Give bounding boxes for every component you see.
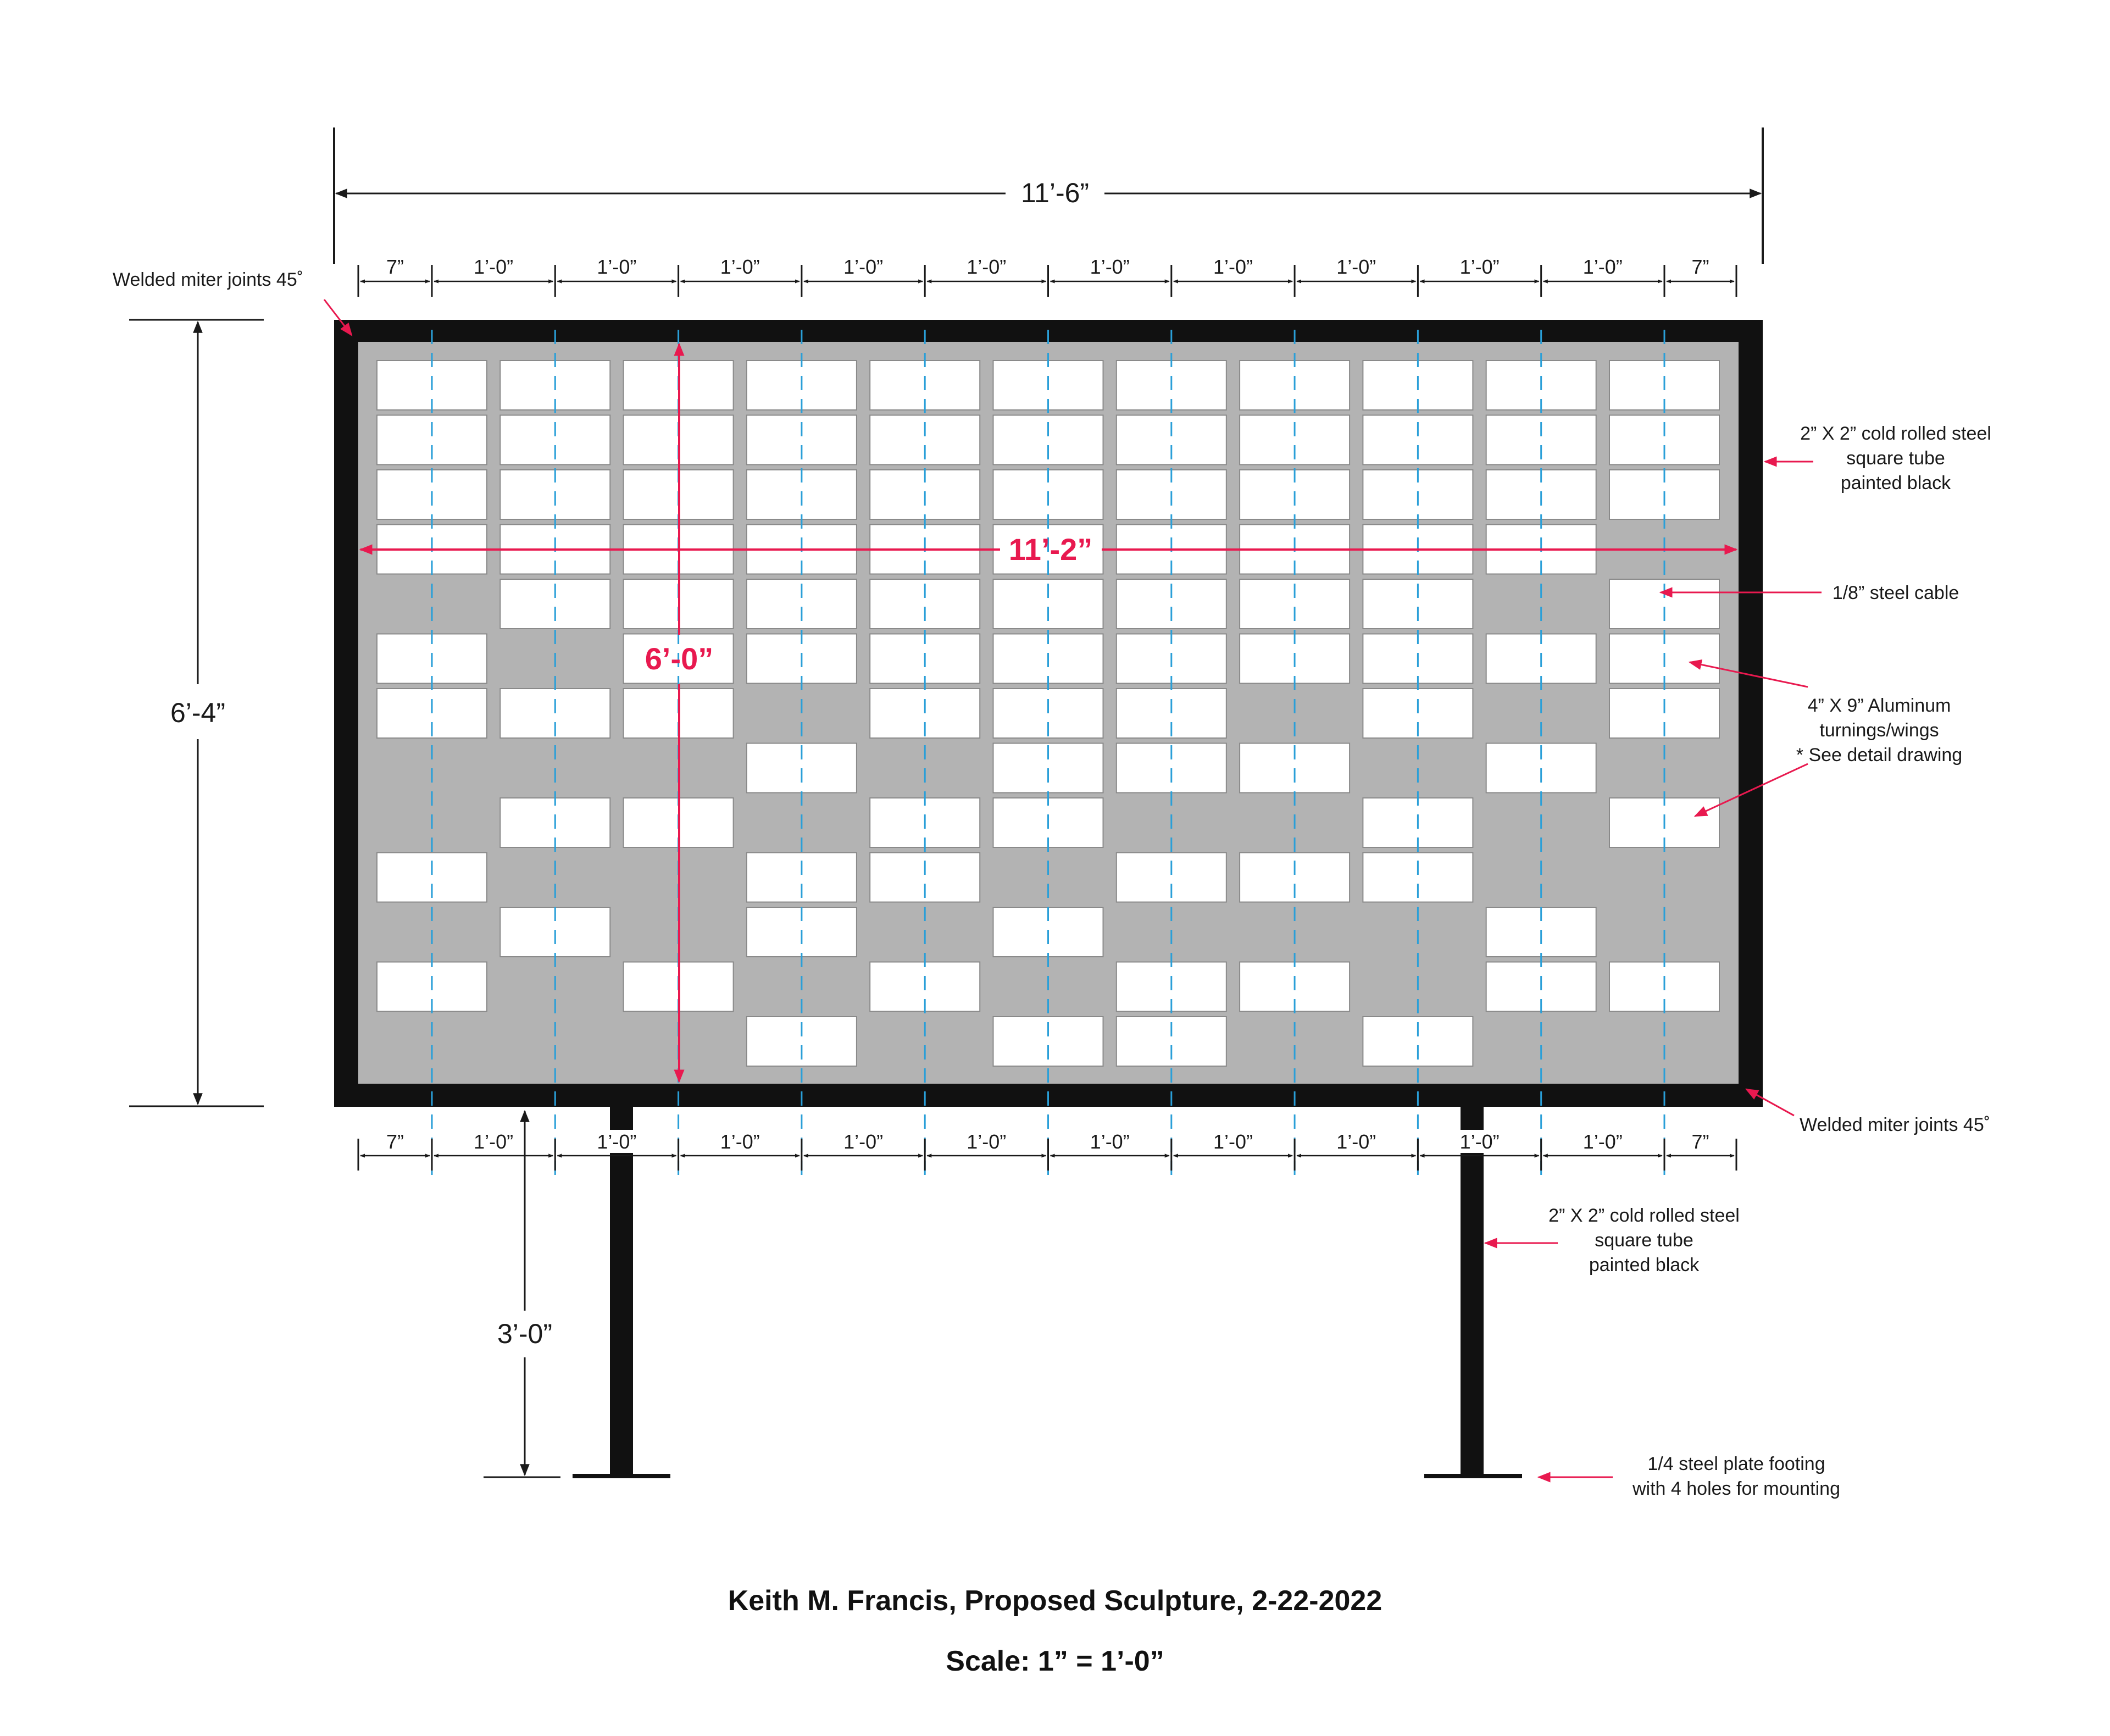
segment-label: 1’-0” (1213, 256, 1253, 278)
leg-tube-line-1: 2” X 2” cold rolled steel (1548, 1205, 1740, 1226)
segment-label: 7” (1691, 256, 1709, 278)
callout-miter-bottom (1746, 1089, 1990, 1135)
wings-line-1: 4” X 9” Aluminum (1807, 695, 1951, 716)
segment-label: 1’-0” (720, 1130, 760, 1153)
callout-footing (1539, 1454, 1840, 1499)
inner-height-label: 6’-0” (645, 641, 714, 676)
callout-miter-top (113, 269, 352, 335)
segment-label: 7” (386, 256, 404, 278)
drawing-title: Keith M. Francis, Proposed Sculpture, 2-22-2022 (728, 1585, 1382, 1617)
segment-label: 1’-0” (597, 1130, 637, 1153)
wings-line-2: turnings/wings (1819, 720, 1939, 741)
leg-tube-line-2: square tube (1595, 1230, 1693, 1251)
overall-width-dimension (334, 127, 1763, 264)
segment-label: 1’-0” (1090, 256, 1130, 278)
segment-label: 1’-0” (1459, 1130, 1500, 1153)
frame-tube-line-1: 2” X 2” cold rolled steel (1800, 423, 1991, 444)
footing-line-1: 1/4 steel plate footing (1647, 1454, 1825, 1474)
segment-label: 1’-0” (967, 256, 1007, 278)
segment-label: 1’-0” (597, 256, 637, 278)
height-dimension (129, 320, 264, 1106)
segment-label: 1’-0” (1213, 1130, 1253, 1153)
segment-label: 1’-0” (1336, 1130, 1376, 1153)
right-footing (1424, 1474, 1522, 1478)
miter-top-label: Welded miter joints 45˚ (113, 269, 304, 290)
segment-label: 1’-0” (720, 256, 760, 278)
segment-label: 7” (386, 1130, 404, 1153)
left-footing (573, 1474, 670, 1478)
leg-height-label: 3’-0” (497, 1318, 553, 1349)
segment-label: 1’-0” (1336, 256, 1376, 278)
footing-line-2: with 4 holes for mounting (1633, 1478, 1840, 1499)
segment-dims-top (358, 255, 1736, 297)
left-leg (610, 1102, 633, 1477)
segment-label: 1’-0” (474, 256, 514, 278)
inner-width-label: 11’-2” (1008, 532, 1093, 567)
frame-tube-line-2: square tube (1846, 448, 1945, 469)
frame-tube-line-3: painted black (1840, 473, 1951, 493)
leg-height-dimension (484, 1111, 560, 1477)
segment-label: 1’-0” (1090, 1130, 1130, 1153)
callout-leg-tube (1485, 1205, 1740, 1275)
segment-label: 1’-0” (843, 1130, 884, 1153)
segment-label: 1’-0” (474, 1130, 514, 1153)
segment-label: 7” (1691, 1130, 1709, 1153)
height-label: 6’-4” (170, 697, 226, 728)
segment-label: 1’-0” (1582, 256, 1623, 278)
overall-width-label: 11’-6” (1020, 178, 1090, 208)
segment-label: 1’-0” (1582, 1130, 1623, 1153)
segment-label: 1’-0” (843, 256, 884, 278)
wings-line-3: * See detail drawing (1796, 745, 1963, 766)
segment-label: 1’-0” (967, 1130, 1007, 1153)
miter-bottom-label: Welded miter joints 45˚ (1800, 1114, 1991, 1135)
right-leg (1461, 1102, 1484, 1477)
callout-frame-tube (1765, 423, 1991, 493)
leg-tube-line-3: painted black (1589, 1255, 1700, 1275)
segment-dims-bottom (358, 1130, 1736, 1171)
segment-label: 1’-0” (1459, 256, 1500, 278)
drawing-scale: Scale: 1” = 1’-0” (946, 1645, 1164, 1677)
cable-label: 1/8” steel cable (1832, 583, 1959, 603)
